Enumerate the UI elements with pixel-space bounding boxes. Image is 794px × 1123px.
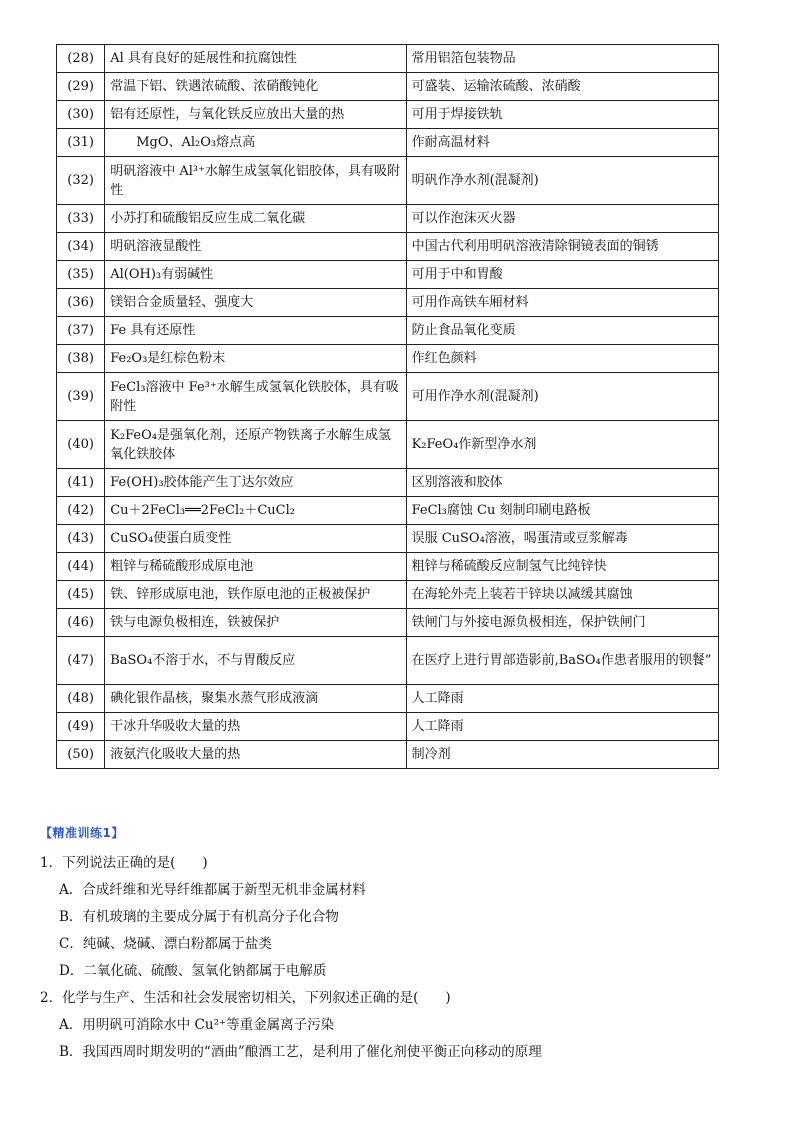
use-cell: 可用作净水剂(混凝剂) — [406, 373, 718, 421]
property-cell: Al 具有良好的延展性和抗腐蚀性 — [105, 45, 406, 73]
use-cell: K₂FeO₄作新型净水剂 — [406, 421, 718, 469]
table-row — [57, 317, 719, 345]
row-number: (50) — [57, 741, 105, 769]
property-cell: 小苏打和硫酸铝反应生成二氧化碳 — [105, 205, 406, 233]
table-row — [57, 45, 719, 73]
option-a[interactable]: A．合成纤维和光导纤维都属于新型无机非金属材料 — [59, 882, 366, 898]
table-row — [57, 421, 719, 469]
row-number: (44) — [57, 553, 105, 581]
use-cell: 区别溶液和胶体 — [406, 469, 718, 497]
use-cell: 铁闸门与外接电源负极相连，保护铁闸门 — [406, 609, 718, 637]
use-cell: 在海轮外壳上装若干锌块以减缓其腐蚀 — [406, 581, 718, 609]
property-cell: Cu＋2FeCl₃══2FeCl₂＋CuCl₂ — [105, 497, 406, 525]
table-row — [57, 525, 719, 553]
row-number: (31) — [57, 129, 105, 157]
property-cell: BaSO₄不溶于水，不与胃酸反应 — [105, 637, 406, 685]
table-row — [57, 73, 719, 101]
table-row — [57, 129, 719, 157]
use-cell: 人工降雨 — [406, 713, 718, 741]
use-cell: 误服 CuSO₄溶液，喝蛋清或豆浆解毒 — [406, 525, 718, 553]
use-cell: 可用于焊接铁轨 — [406, 101, 718, 129]
property-cell: Fe 具有还原性 — [105, 317, 406, 345]
table-row — [57, 345, 719, 373]
row-number: (34) — [57, 233, 105, 261]
use-cell: 可以作泡沫灭火器 — [406, 205, 718, 233]
property-cell: 粗锌与稀硫酸形成原电池 — [105, 553, 406, 581]
row-number: (39) — [57, 373, 105, 421]
row-number: (48) — [57, 685, 105, 713]
row-number: (35) — [57, 261, 105, 289]
row-number: (30) — [57, 101, 105, 129]
property-cell: 常温下铝、铁遇浓硫酸、浓硝酸钝化 — [105, 73, 406, 101]
row-number: (28) — [57, 45, 105, 73]
option-a[interactable]: A．用明矾可消除水中 Cu²⁺等重金属离子污染 — [59, 1017, 335, 1033]
use-cell: FeCl₃腐蚀 Cu 刻制印刷电路板 — [406, 497, 718, 525]
table-row — [57, 373, 719, 421]
use-cell: 作耐高温材料 — [406, 129, 718, 157]
row-number: (49) — [57, 713, 105, 741]
table-row — [57, 713, 719, 741]
table-row — [57, 157, 719, 205]
question-2 — [40, 985, 740, 1066]
row-number: (36) — [57, 289, 105, 317]
option-d[interactable]: D．二氧化硫、硫酸、氢氧化钠都属于电解质 — [59, 963, 327, 979]
table-body — [57, 45, 719, 769]
row-number: (46) — [57, 609, 105, 637]
option-b[interactable]: B．我国西周时期发明的“酒曲”酿酒工艺，是利用了催化剂使平衡正向移动的原理 — [59, 1044, 542, 1060]
table-row — [57, 685, 719, 713]
practice-tag: 【精准训练1】 — [40, 826, 124, 840]
row-number: (47) — [57, 637, 105, 685]
table-row — [57, 289, 719, 317]
property-cell: 明矾溶液显酸性 — [105, 233, 406, 261]
property-cell: 铝有还原性，与氧化铁反应放出大量的热 — [105, 101, 406, 129]
property-use-table-container — [56, 44, 719, 769]
row-number: (32) — [57, 157, 105, 205]
property-cell: 干冰升华吸收大量的热 — [105, 713, 406, 741]
use-cell: 明矾作净水剂(混凝剂) — [406, 157, 718, 205]
use-cell: 人工降雨 — [406, 685, 718, 713]
use-cell: 常用铝箔包装物品 — [406, 45, 718, 73]
property-cell: FeCl₃溶液中 Fe³⁺水解生成氢氧化铁胶体，具有吸附性 — [105, 373, 406, 421]
table-row — [57, 637, 719, 685]
use-cell: 防止食品氧化变质 — [406, 317, 718, 345]
table-row — [57, 581, 719, 609]
property-cell: MgO、Al₂O₃熔点高 — [105, 129, 406, 157]
table-row — [57, 101, 719, 129]
property-cell: 铁与电源负极相连，铁被保护 — [105, 609, 406, 637]
use-cell: 可用作高铁车厢材料 — [406, 289, 718, 317]
property-cell: Fe(OH)₃胶体能产生丁达尔效应 — [105, 469, 406, 497]
option-b[interactable]: B．有机玻璃的主要成分属于有机高分子化合物 — [59, 909, 339, 925]
row-number: (43) — [57, 525, 105, 553]
table-row — [57, 261, 719, 289]
table-row — [57, 609, 719, 637]
row-number: (29) — [57, 73, 105, 101]
property-cell: 碘化银作晶核，聚集水蒸气形成液滴 — [105, 685, 406, 713]
table-row — [57, 553, 719, 581]
row-number: (37) — [57, 317, 105, 345]
property-cell: 明矾溶液中 Al³⁺水解生成氢氧化铝胶体，具有吸附性 — [105, 157, 406, 205]
property-cell: K₂FeO₄是强氧化剂，还原产物铁离子水解生成氢氧化铁胶体 — [105, 421, 406, 469]
property-use-table — [56, 44, 719, 769]
use-cell: 可盛装、运输浓硫酸、浓硝酸 — [406, 73, 718, 101]
row-number: (38) — [57, 345, 105, 373]
use-cell: 在医疗上进行胃部造影前,BaSO₄作患者服用的钡餐” — [406, 637, 718, 685]
option-c[interactable]: C．纯碱、烧碱、漂白粉都属于盐类 — [59, 936, 272, 952]
row-number: (40) — [57, 421, 105, 469]
property-cell: Al(OH)₃有弱碱性 — [105, 261, 406, 289]
question-1 — [40, 850, 740, 985]
row-number: (45) — [57, 581, 105, 609]
table-row — [57, 741, 719, 769]
row-number: (33) — [57, 205, 105, 233]
property-cell: 铁、锌形成原电池，铁作原电池的正极被保护 — [105, 581, 406, 609]
use-cell: 制冷剂 — [406, 741, 718, 769]
question-stem: 2．化学与生产、生活和社会发展密切相关，下列叙述正确的是( ) — [40, 990, 451, 1006]
property-cell: 镁铝合金质量轻、强度大 — [105, 289, 406, 317]
use-cell: 粗锌与稀硫酸反应制氢气比纯锌快 — [406, 553, 718, 581]
table-row — [57, 469, 719, 497]
use-cell: 作红色颜料 — [406, 345, 718, 373]
use-cell: 中国古代利用明矾溶液清除铜镜表面的铜锈 — [406, 233, 718, 261]
row-number: (42) — [57, 497, 105, 525]
table-row — [57, 497, 719, 525]
table-row — [57, 233, 719, 261]
practice-section — [40, 824, 740, 1066]
use-cell: 可用于中和胃酸 — [406, 261, 718, 289]
row-number: (41) — [57, 469, 105, 497]
property-cell: Fe₂O₃是红棕色粉末 — [105, 345, 406, 373]
property-cell: 液氨汽化吸收大量的热 — [105, 741, 406, 769]
property-cell: CuSO₄使蛋白质变性 — [105, 525, 406, 553]
question-stem: 1．下列说法正确的是( ) — [40, 855, 208, 871]
table-row — [57, 205, 719, 233]
